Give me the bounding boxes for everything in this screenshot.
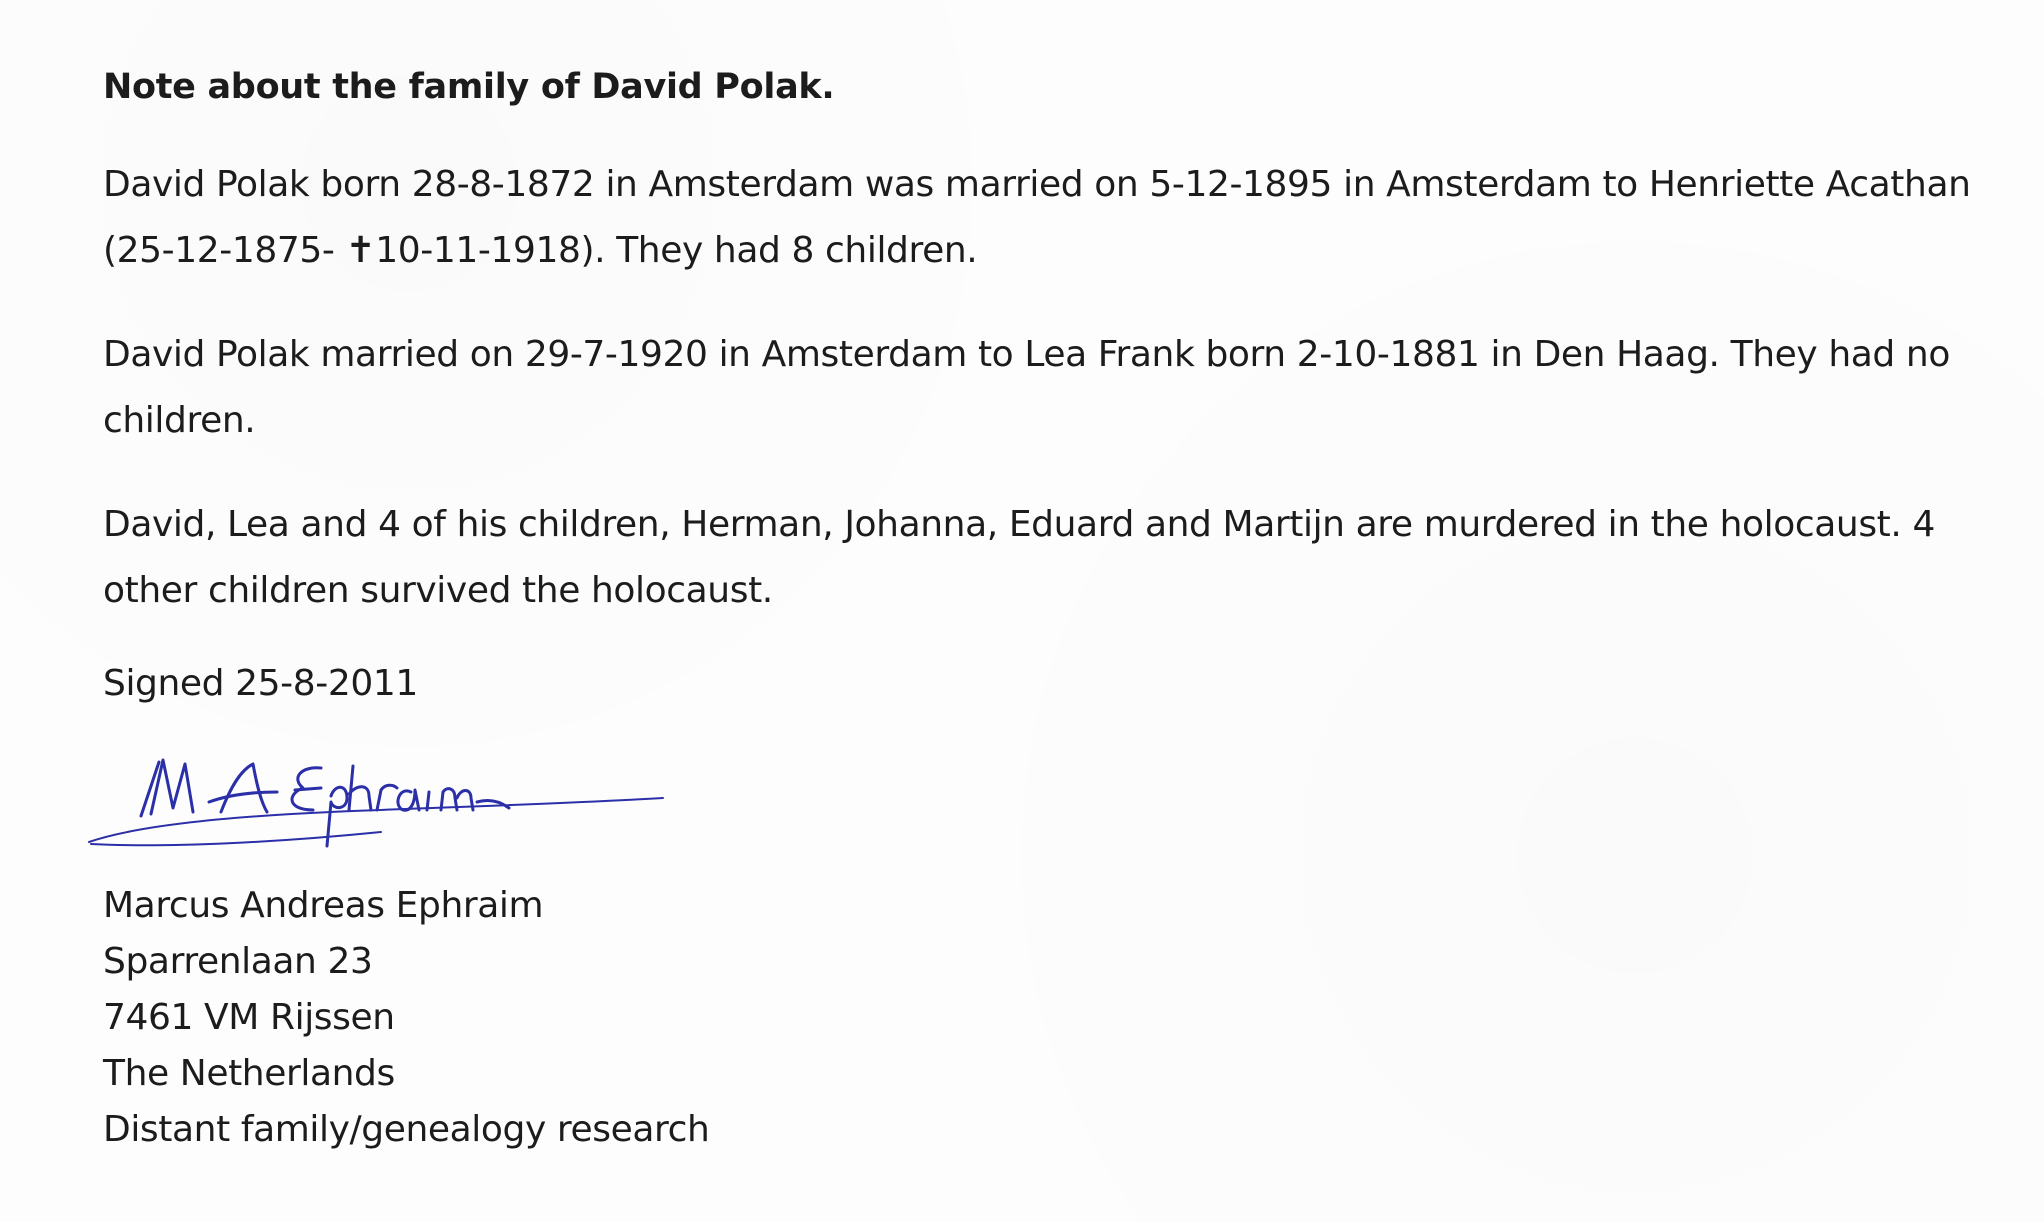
paragraph-first-marriage: David Polak born 28-8-1872 in Amsterdam was married on 5-12-1895 in Amsterdam to Henriette Acathan (25-12-1875- ✝10-11-1918). They had 8 children. [103,164,1971,271]
signer-relation: Distant family/genealogy research [103,1109,710,1150]
address-street: Sparrenlaan 23 [103,941,373,982]
document-page [103,66,2023,1158]
handwritten-signature [81,746,681,866]
signed-date: Signed 25-8-2011 [103,663,418,704]
address-country: The Netherlands [103,1053,395,1094]
signer-address [103,878,2023,1158]
address-city: 7461 VM Rijssen [103,997,395,1038]
note-title: Note about the family of David Polak. [103,67,835,107]
signer-name: Marcus Andreas Ephraim [103,885,544,926]
paragraph-holocaust: David, Lea and 4 of his children, Herman, Johanna, Eduard and Martijn are murdered in the holocaust. 4 other children survived the holocaust. [103,504,1935,611]
paragraph-second-marriage: David Polak married on 29-7-1920 in Amsterdam to Lea Frank born 2-10-1881 in Den Haag. They had no children. [103,334,1950,441]
